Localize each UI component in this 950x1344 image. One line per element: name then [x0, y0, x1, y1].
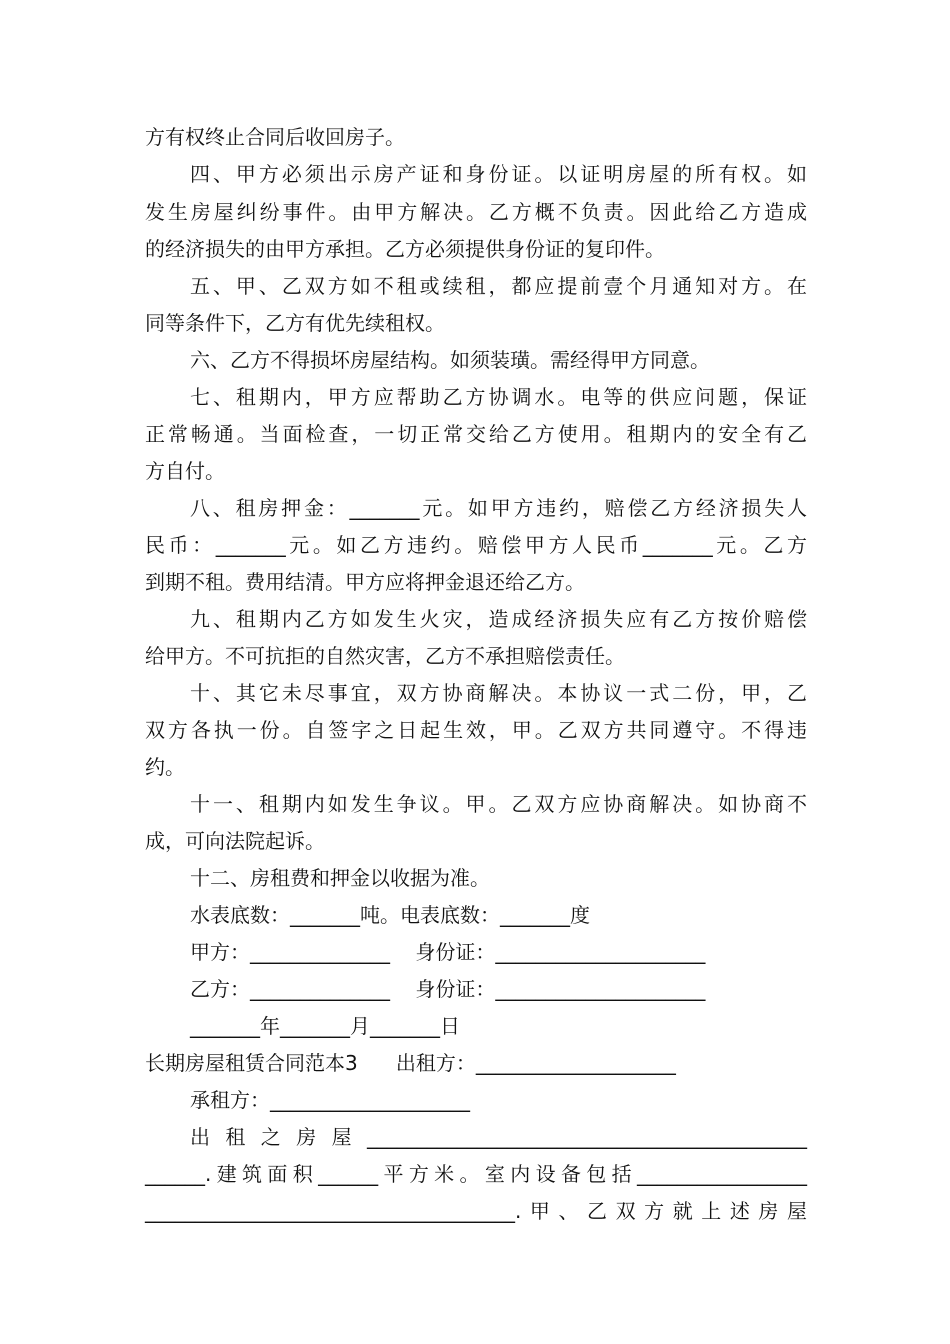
- section-heading: 长期房屋租赁合同范本3 出租方：____________________: [145, 1051, 676, 1075]
- signature-line: 乙方：______________ 身份证：_____________________: [190, 977, 706, 1001]
- text-line: 十一、租期内如发生争议。甲。乙双方应协商解决。如协商不: [190, 792, 807, 816]
- text-line: 出租之房屋____________________________________________: [190, 1125, 807, 1149]
- text-line: 五、甲、乙双方如不租或续租，都应提前壹个月通知对方。在: [190, 274, 807, 298]
- text-line: 民币：_______元。如乙方违约。赔偿甲方人民币_______元。乙方: [145, 533, 807, 557]
- text-line: 的经济损失的由甲方承担。乙方必须提供身份证的复印件。: [145, 237, 665, 261]
- text-line: 九、租期内乙方如发生火灾，造成经济损失应有乙方按价赔偿: [190, 607, 807, 631]
- text-line: 承租方：____________________: [190, 1088, 470, 1112]
- text-line: ______.建筑面积______平方米。室内设备包括_________________: [145, 1162, 807, 1186]
- text-line: 四、甲方必须出示房产证和身份证。以证明房屋的所有权。如: [190, 162, 807, 186]
- text-line: 给甲方。不可抗拒的自然灾害，乙方不承担赔偿责任。: [145, 644, 625, 668]
- text-line: 十、其它未尽事宜，双方协商解决。本协议一式二份，甲，乙: [190, 681, 807, 705]
- text-line: 成，可向法院起诉。: [145, 829, 325, 853]
- text-line: _____________________________________.甲、乙双方就上述房屋: [145, 1199, 807, 1223]
- text-line: 六、乙方不得损坏房屋结构。如须装璜。需经得甲方同意。: [190, 348, 710, 372]
- text-line: 十二、房租费和押金以收据为准。: [190, 866, 490, 890]
- text-line: 正常畅通。当面检查，一切正常交给乙方使用。租期内的安全有乙: [145, 422, 807, 446]
- text-line: 约。: [145, 755, 185, 779]
- text-line: 七、租期内，甲方应帮助乙方协调水。电等的供应问题，保证: [190, 385, 807, 409]
- signature-line: 甲方：______________ 身份证：_____________________: [190, 940, 706, 964]
- text-line: 到期不租。费用结清。甲方应将押金退还给乙方。: [145, 570, 585, 594]
- date-line: _______年_______月_______日: [190, 1014, 460, 1038]
- text-line: 八、租房押金：_______元。如甲方违约，赔偿乙方经济损失人: [190, 496, 807, 520]
- text-line: 发生房屋纠纷事件。由甲方解决。乙方概不负责。因此给乙方造成: [145, 200, 807, 224]
- text-line: 水表底数：_______吨。电表底数：_______度: [190, 903, 590, 927]
- text-line: 方自付。: [145, 459, 225, 483]
- text-line: 方有权终止合同后收回房子。: [145, 125, 405, 149]
- text-line: 双方各执一份。自签字之日起生效，甲。乙双方共同遵守。不得违: [145, 718, 807, 742]
- text-line: 同等条件下，乙方有优先续租权。: [145, 311, 445, 335]
